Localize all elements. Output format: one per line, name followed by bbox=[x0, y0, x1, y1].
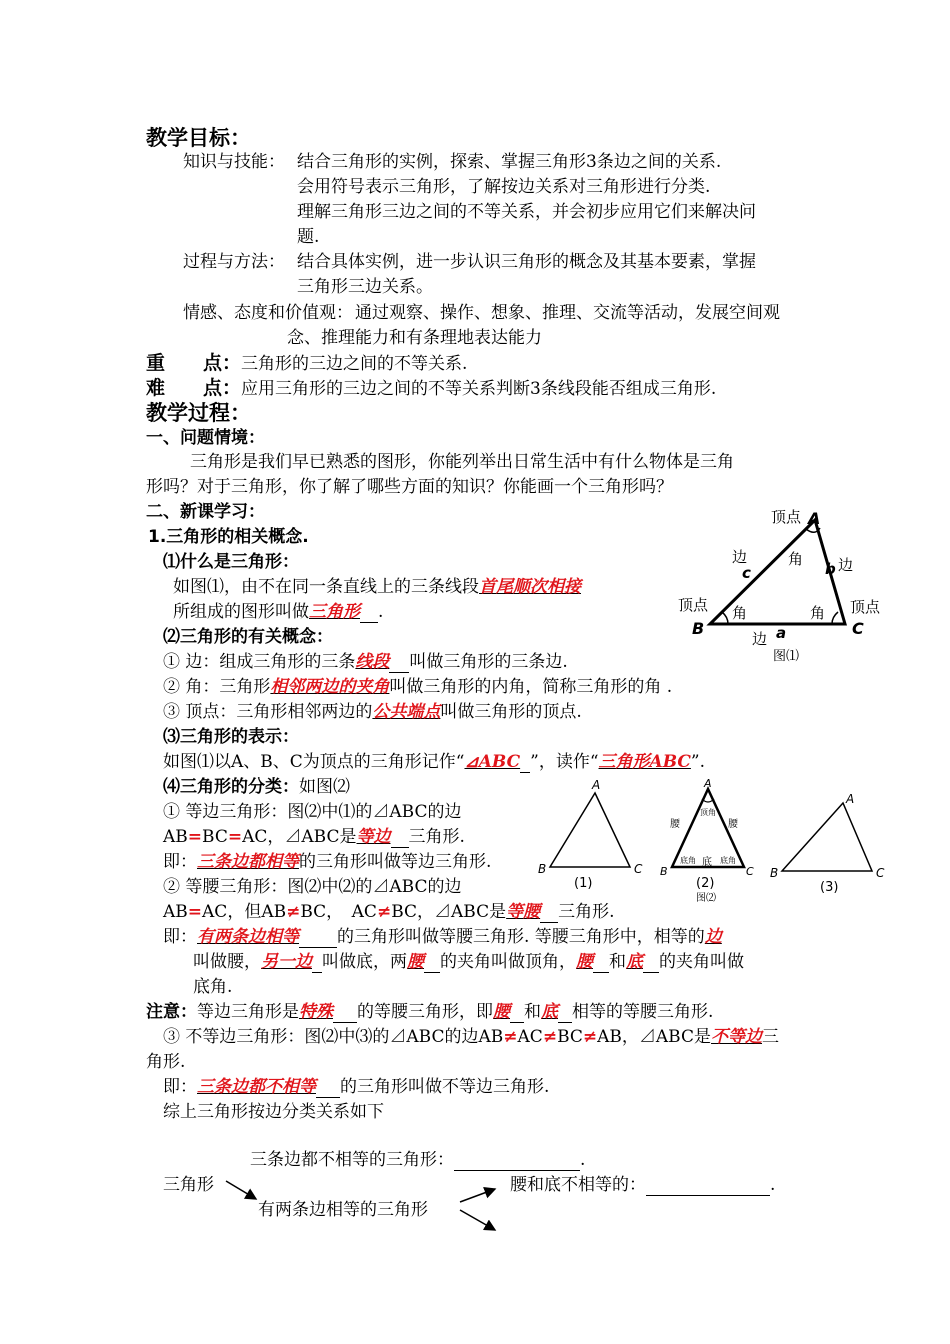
process-label: 过程与方法： bbox=[183, 252, 285, 272]
label-angle-c: 角 bbox=[810, 604, 826, 622]
text: 和 bbox=[609, 952, 626, 972]
text: 三 bbox=[762, 1027, 780, 1047]
goals-title: 教学目标： bbox=[146, 126, 251, 150]
text: 所组成的图形叫做 bbox=[173, 602, 309, 622]
sc-vertex-c: C bbox=[876, 866, 885, 880]
answer: 腰 bbox=[493, 1002, 510, 1022]
class-root: 三角形 bbox=[163, 1175, 214, 1195]
answer: 首尾顺次相接 bbox=[479, 577, 581, 597]
answer: 三条边都相等 bbox=[197, 852, 299, 872]
answer: 等腰 bbox=[506, 902, 541, 922]
label-angle-b: 角 bbox=[732, 604, 748, 622]
text: 相等的等腰三角形. bbox=[572, 1002, 714, 1022]
text: 如图⑵ bbox=[299, 777, 350, 797]
process-line-2: 三角形三边关系。 bbox=[297, 277, 433, 297]
answer: 三角形ABC bbox=[598, 752, 691, 772]
label-right-vertex: 顶点 bbox=[850, 598, 881, 616]
text: 叫做底，两 bbox=[322, 952, 407, 972]
what-is-triangle-heading: ⑴什么是三角形： bbox=[163, 552, 299, 572]
text: AC bbox=[517, 1027, 543, 1047]
figure-1-caption: 图⑴ bbox=[773, 649, 800, 664]
section-1-line-1: 三角形是我们早已熟悉的图形，你能列举出日常生活中有什么物体是三角 bbox=[190, 452, 734, 472]
answer: 不等边 bbox=[711, 1027, 763, 1047]
heading: ⑷三角形的分类： bbox=[163, 777, 299, 797]
text: 叫做三角形的三条边. bbox=[409, 652, 568, 672]
text: 等边三角形是 bbox=[197, 1002, 299, 1022]
symbol: ≠ bbox=[542, 1027, 558, 1047]
difficult-text: 应用三角形的三边之间的不等关系判断3条线段能否组成三角形. bbox=[241, 379, 717, 399]
vertex-c-label: C bbox=[852, 619, 864, 638]
text: AB，⊿ABC是 bbox=[597, 1027, 712, 1047]
representation-heading: ⑶三角形的表示： bbox=[163, 727, 299, 747]
answer: 相邻两边的夹角 bbox=[270, 677, 390, 697]
vertex-b-label: B bbox=[692, 619, 705, 638]
knowledge-line-1: 结合三角形的实例，探索、掌握三角形3条边之间的关系. bbox=[297, 152, 722, 172]
sc-vertex-a: A bbox=[846, 792, 855, 806]
iso-vertex-c: C bbox=[746, 865, 754, 878]
text: 即： bbox=[163, 1077, 197, 1097]
symbol: ≠ bbox=[582, 1027, 598, 1047]
key-text: 三角形的三边之间的不等关系. bbox=[241, 354, 468, 374]
emotion-line-1: 通过观察、操作、想象、推理、交流等活动，发展空间观 bbox=[355, 303, 780, 323]
text: BC bbox=[557, 1027, 583, 1047]
vertex-a-label: A bbox=[808, 509, 821, 528]
emotion-label: 情感、态度和价值观： bbox=[183, 303, 353, 323]
label-angle-a: 角 bbox=[788, 550, 804, 568]
symbol: ≠ bbox=[503, 1027, 518, 1047]
section-1-line-2: 形吗？对于三角形，你了解了哪些方面的知识？你能画一个三角形吗？ bbox=[146, 477, 673, 497]
text: AC，⊿ABC是 bbox=[242, 827, 357, 847]
text: . bbox=[580, 1150, 586, 1170]
angle-arc-b bbox=[722, 612, 728, 624]
knowledge-line-3: 理解三角形三边之间的不等关系，并会初步应用它们来解决问 bbox=[297, 202, 756, 222]
caption-3: (3) bbox=[820, 880, 839, 895]
caption-1: (1) bbox=[574, 876, 593, 891]
text: AC，但AB bbox=[202, 902, 287, 922]
scalene-line-2: 角形. bbox=[146, 1052, 186, 1072]
angle-arc-c bbox=[832, 612, 838, 624]
text: AB bbox=[163, 827, 188, 847]
answer: 底 bbox=[541, 1002, 558, 1022]
answer: 有两条边相等 bbox=[197, 927, 299, 947]
answer: 底 bbox=[626, 952, 643, 972]
text: 的三角形叫做等边三角形. bbox=[299, 852, 492, 872]
answer: 线段 bbox=[355, 652, 390, 672]
figure-2 bbox=[530, 775, 900, 905]
emotion-line-2: 念、推理能力和有条理地表达能力 bbox=[287, 328, 542, 348]
text: ③ 不等边三角形：图⑵中⑶的⊿ABC的边AB bbox=[163, 1027, 504, 1047]
text: BC，⊿ABC是 bbox=[391, 902, 507, 922]
key-label: 重 点： bbox=[146, 352, 242, 374]
text: BC bbox=[202, 827, 228, 847]
figure-1 bbox=[670, 502, 900, 672]
class-branch-2: 有两条边相等的三角形 bbox=[258, 1200, 428, 1220]
text: 的夹角叫做 bbox=[659, 952, 744, 972]
knowledge-label: 知识与技能： bbox=[183, 152, 285, 172]
figure-2-caption: 图⑵ bbox=[696, 893, 716, 904]
arrow-to-sub2 bbox=[460, 1210, 495, 1230]
text: 叫做三角形的顶点. bbox=[440, 702, 582, 722]
symbol: ≠ bbox=[376, 902, 392, 922]
label-side-right: 边 bbox=[838, 556, 854, 574]
triangle-scalene bbox=[782, 803, 872, 871]
text: 的三角形叫做不等边三角形. bbox=[340, 1077, 550, 1097]
text: . bbox=[770, 1175, 776, 1195]
section-1-title: 一、问题情境： bbox=[146, 428, 265, 448]
text: 如图⑴以A、B、C为顶点的三角形记作“ bbox=[163, 752, 465, 772]
iso-vertex-b: B bbox=[660, 865, 668, 878]
label-side-left: 边 bbox=[732, 548, 748, 566]
answer: ⊿ABC bbox=[464, 752, 521, 772]
text: 叫做腰， bbox=[193, 952, 261, 972]
text: 三角形. bbox=[558, 902, 615, 922]
text: 即： bbox=[163, 927, 197, 947]
answer: 腰 bbox=[407, 952, 424, 972]
process-line-1: 结合具体实例，进一步认识三角形的概念及其基本要素，掌握 bbox=[297, 252, 756, 272]
text: 的三角形叫做等腰三角形. 等腰三角形中，相等的 bbox=[337, 927, 705, 947]
caption-2: (2) bbox=[696, 876, 715, 891]
label-side-bottom: 边 bbox=[752, 630, 768, 648]
text: BC， AC bbox=[300, 902, 377, 922]
text: ② 角：三角形 bbox=[163, 677, 271, 697]
summary-line: 综上三角形按边分类关系如下 bbox=[163, 1102, 384, 1122]
text: AB bbox=[163, 902, 188, 922]
symbol: = bbox=[227, 827, 243, 847]
section-2-title: 二、新课学习： bbox=[146, 502, 265, 522]
symbol: = bbox=[187, 827, 203, 847]
answer: 边 bbox=[704, 927, 722, 947]
text: 和 bbox=[524, 1002, 541, 1022]
label-top-vertex: 顶点 bbox=[771, 508, 802, 526]
symbol: ≠ bbox=[286, 902, 301, 922]
label-left-vertex: 顶点 bbox=[678, 596, 709, 614]
iso-leg-left: 腰 bbox=[670, 819, 680, 830]
iso-vertex-a: A bbox=[704, 777, 712, 790]
arrow-to-sub1 bbox=[460, 1189, 495, 1202]
answer: 三角形 bbox=[309, 602, 360, 622]
knowledge-line-4: 题. bbox=[297, 227, 320, 247]
text: ① 边：组成三角形的三条 bbox=[163, 652, 356, 672]
text: 三角形. bbox=[408, 827, 465, 847]
iso-base-angle-right: 底角 bbox=[720, 856, 736, 865]
isosceles-line-5: 底角. bbox=[193, 977, 233, 997]
answer: 腰 bbox=[576, 952, 593, 972]
equilateral-line-1: ① 等边三角形：图⑵中⑴的⊿ABC的边 bbox=[163, 802, 462, 822]
process-title: 教学过程： bbox=[146, 401, 251, 425]
side-c-label: c bbox=[742, 564, 751, 582]
arrow-root-to-branch2 bbox=[226, 1181, 256, 1199]
knowledge-line-2: 会用符号表示三角形，了解按边关系对三角形进行分类. bbox=[297, 177, 711, 197]
related-concepts-heading: ⑵三角形的有关概念： bbox=[163, 627, 333, 647]
symbol: = bbox=[187, 902, 203, 922]
iso-base-label: 底 bbox=[702, 857, 712, 868]
iso-leg-right: 腰 bbox=[728, 819, 738, 830]
triangle-equilateral bbox=[550, 793, 630, 867]
text: ”，读作“ bbox=[530, 752, 599, 772]
text: 如图⑴，由不在同一条直线上的三条线段 bbox=[173, 577, 479, 597]
text: 腰和底不相等的： bbox=[510, 1175, 646, 1195]
iso-base-angle-left: 底角 bbox=[680, 856, 696, 865]
eq-vertex-a: A bbox=[592, 778, 601, 792]
text: 的夹角叫做顶角， bbox=[440, 952, 576, 972]
concept-heading: 1.三角形的相关概念. bbox=[148, 527, 309, 547]
answer: 等边 bbox=[356, 827, 391, 847]
text: 叫做三角形的内角，简称三角形的角 . bbox=[389, 677, 673, 697]
text: ③ 顶点：三角形相邻两边的 bbox=[163, 702, 373, 722]
answer: 另一边 bbox=[261, 952, 312, 972]
isosceles-line-1: ② 等腰三角形：图⑵中⑵的⊿ABC的边 bbox=[163, 877, 462, 897]
text: 即： bbox=[163, 852, 197, 872]
answer: 三条边都不相等 bbox=[197, 1077, 316, 1097]
sc-vertex-b: B bbox=[770, 866, 779, 880]
text: . bbox=[378, 602, 384, 622]
text: 的等腰三角形，即 bbox=[357, 1002, 493, 1022]
side-a-label: a bbox=[776, 624, 787, 642]
note-label: 注意： bbox=[146, 1002, 197, 1022]
answer: 特殊 bbox=[299, 1002, 333, 1022]
iso-apex-label: 顶角 bbox=[700, 808, 716, 817]
answer: 公共端点 bbox=[372, 702, 441, 722]
side-b-label: b bbox=[825, 560, 836, 578]
eq-vertex-b: B bbox=[538, 862, 547, 876]
text: 三条边都不相等的三角形： bbox=[250, 1150, 454, 1170]
difficult-label: 难 点： bbox=[146, 377, 242, 399]
text: ”. bbox=[690, 752, 706, 772]
eq-vertex-c: C bbox=[634, 862, 643, 876]
